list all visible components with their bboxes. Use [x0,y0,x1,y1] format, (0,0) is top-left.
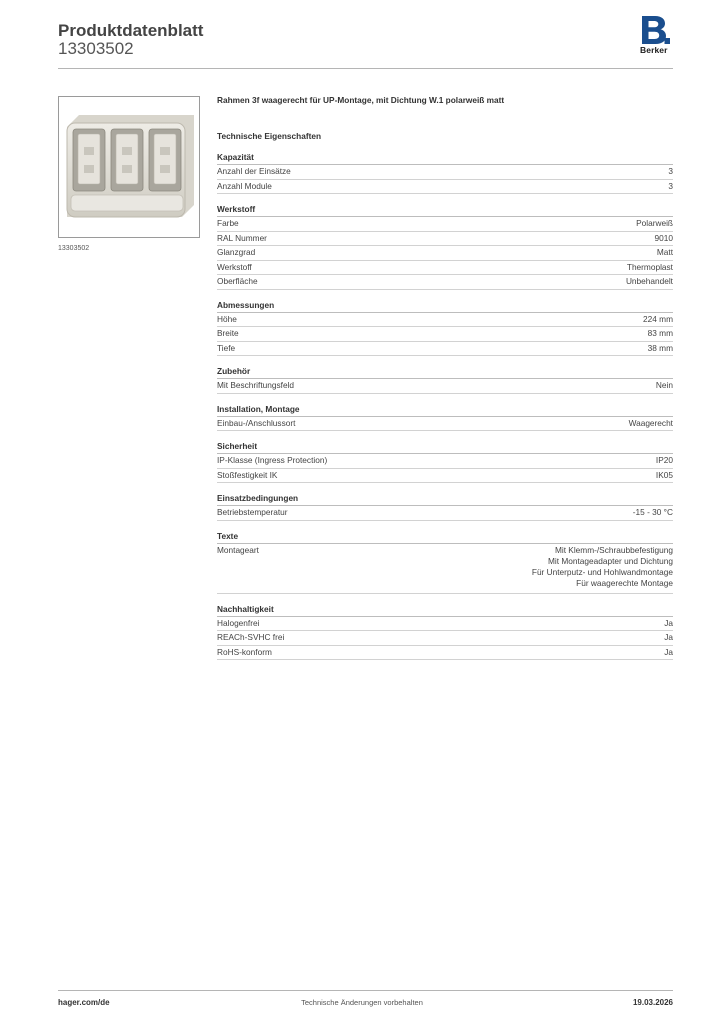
group-title: Abmessungen [217,300,673,313]
property-label: Glanzgrad [217,247,256,257]
table-row [217,217,673,232]
group-nachhaltigkeit [217,604,673,661]
group-title: Installation, Montage [217,404,673,417]
property-value: Thermoplast [626,261,673,272]
group-kapazitaet [217,152,673,194]
group-abmessungen [217,300,673,357]
property-value-line: Mit Montageadapter und Dichtung [548,555,673,566]
group-title: Texte [217,531,673,544]
property-label: IP-Klasse (Ingress Protection) [217,455,328,465]
berker-b-icon [640,16,670,44]
footer-disclaimer: Technische Änderungen vorbehalten [301,998,423,1007]
property-value-line: Für Unterputz- und Hohlwandmontage [531,566,673,577]
group-title: Sicherheit [217,441,673,454]
property-label: Anzahl der Einsätze [217,166,291,176]
property-value: 38 mm [647,342,673,353]
footer-website: hager.com/de [58,998,110,1007]
property-label: Montageart [217,544,259,555]
group-title: Kapazität [217,152,673,165]
brand-name: Berker [640,45,668,55]
group-title: Nachhaltigkeit [217,604,673,617]
property-label: Betriebstemperatur [217,507,288,517]
property-label: Anzahl Module [217,180,272,191]
property-value: 9010 [654,232,673,243]
footer-date: 19.03.2026 [632,998,673,1007]
property-value: Ja [664,632,673,642]
table-row [217,454,673,469]
property-value: 224 mm [643,313,673,324]
property-value: 3 [668,166,673,176]
table-row [217,275,673,290]
property-label: Höhe [217,313,237,324]
table-row [217,246,673,261]
group-werkstoff [217,204,673,290]
property-label: REACh-SVHC frei [217,632,285,642]
table-row [217,313,673,328]
table-row [217,165,673,180]
property-value: Ja [664,646,673,657]
product-image [58,96,200,238]
table-row [217,617,673,632]
group-title: Zubehör [217,366,673,379]
property-value: -15 - 30 °C [632,507,673,517]
header-divider [58,68,673,69]
property-value: Waagerecht [628,417,673,428]
property-label: RoHS-konform [217,646,272,657]
group-einsatzbedingungen [217,493,673,521]
property-value-line: Für waagerechte Montage [576,577,673,588]
property-value: 3 [668,180,673,191]
property-label: Mit Beschriftungsfeld [217,380,295,390]
property-label: Werkstoff [217,261,252,272]
section-heading: Technische Eigenschaften [217,131,322,141]
table-row [217,180,673,195]
property-value: 83 mm [647,328,673,338]
property-value-line: Mit Klemm-/Schraubbefestigung [554,544,673,555]
table-row [217,544,673,594]
berker-logo [640,16,674,55]
table-row [217,327,673,342]
table-row [217,469,673,484]
group-zubehoer [217,366,673,394]
page-title: Produktdatenblatt [58,21,204,40]
image-caption: 13303502 [58,245,90,252]
property-value: Nein [655,380,673,390]
group-title: Einsatzbedingungen [217,493,673,506]
property-label: Stoßfestigkeit IK [217,469,278,480]
property-value [532,545,673,592]
frame-3-gang-illustration [59,97,199,237]
property-value: Ja [664,617,673,628]
table-row [217,261,673,276]
property-value: IP20 [655,455,673,465]
group-title: Werkstoff [217,204,673,217]
product-number: 13303502 [58,39,134,58]
footer-divider [58,990,673,991]
property-label: RAL Nummer [217,232,267,243]
table-row [217,646,673,661]
product-title: Rahmen 3f waagerecht für UP-Montage, mit Dichtung W.1 polarweiß matt [217,95,505,105]
table-row [217,417,673,432]
property-label: Farbe [217,218,239,228]
property-value: Unbehandelt [625,276,673,286]
property-value: Polarweiß [636,218,673,228]
property-value: Matt [656,247,673,257]
group-sicherheit [217,441,673,483]
property-label: Einbau-/Anschlussort [217,417,296,428]
property-label: Halogenfrei [217,617,260,628]
table-row [217,379,673,394]
property-label: Oberfläche [217,276,258,286]
table-row [217,342,673,357]
table-row [217,506,673,521]
group-texte [217,531,673,594]
table-row [217,232,673,247]
property-label: Breite [217,328,239,338]
datasheet-content [217,94,673,660]
property-value: IK05 [655,469,673,480]
property-label: Tiefe [217,342,236,353]
table-row [217,631,673,646]
group-installation [217,404,673,432]
